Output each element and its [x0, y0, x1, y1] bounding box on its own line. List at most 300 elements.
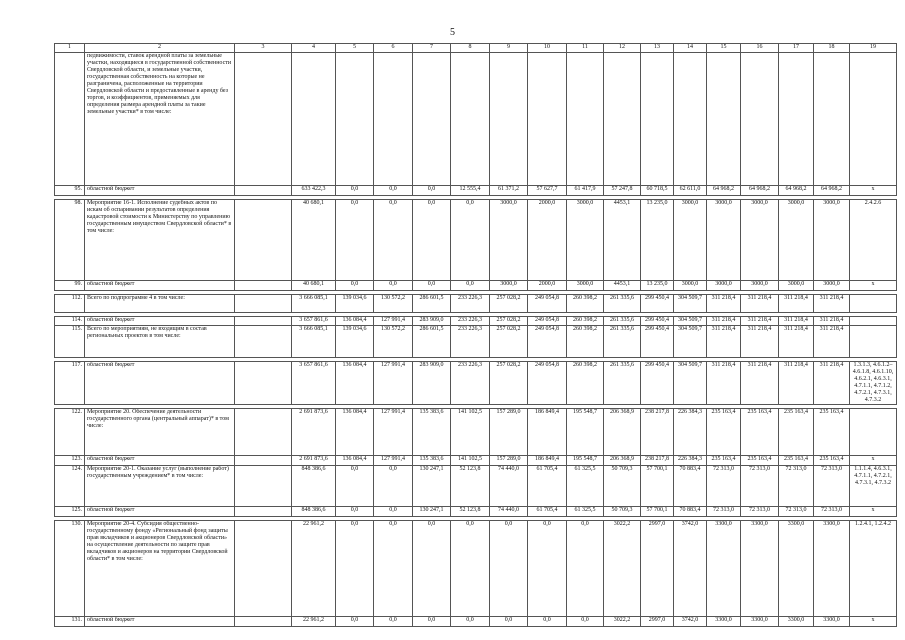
row-value	[235, 295, 292, 313]
row-value: 311 218,4	[814, 326, 850, 358]
row-value: 0,0	[374, 281, 413, 291]
row-description: областной бюджет	[85, 456, 235, 466]
row-value: 235 163,4	[707, 456, 741, 466]
row-value: 311 218,4	[707, 295, 741, 313]
row-value: 3000,0	[490, 200, 528, 281]
row-value: 283 909,0	[413, 317, 451, 326]
row-target-codes: 1.3.1.3, 4.6.1.2–4.6.1.8, 4.6.1.10, 4.6.2.1, 4.6.3.1, 4.7.1.1, 4.7.1.2, 4.7.2.1, 4.7.3.1, 4.7.3.2	[850, 362, 897, 405]
table-row	[55, 317, 897, 326]
row-value: 0,0	[374, 200, 413, 281]
row-description: Мероприятие 16-1. Исполнение судебных актов по искам об оспаривании результатов определения кадастровой стоимости к Министерству по управлению государственным имуществом Свердловской области* в том числе:	[85, 200, 235, 281]
row-value	[235, 53, 292, 186]
row-target-codes: 1.1.1.4, 4.6.3.1, 4.7.1.1, 4.7.2.1, 4.7.3.1, 4.7.3.2	[850, 466, 897, 507]
row-value: 62 611,0	[674, 186, 707, 196]
row-value: 238 217,8	[641, 409, 674, 456]
row-value: 235 163,4	[741, 456, 779, 466]
row-description: Мероприятие 20-4. Субсидия общественно-государственному фонду «Региональный фонд защиты прав вкладчиков и акционеров Свердловской области» на осуществление деятельности по защите прав вкладчиков и акционеров на территории Свердловской области* в том числе:	[85, 521, 235, 617]
row-value	[235, 200, 292, 281]
row-value: 0,0	[451, 617, 490, 627]
row-value	[707, 53, 741, 186]
row-value: 249 054,8	[528, 362, 567, 405]
row-value: 3 657 861,6	[292, 362, 336, 405]
row-value: 3300,0	[741, 617, 779, 627]
row-value: 311 218,4	[814, 317, 850, 326]
row-value: 22 961,2	[292, 521, 336, 617]
row-target-codes: х	[850, 186, 897, 196]
row-value: 0,0	[451, 521, 490, 617]
row-number: 99.	[55, 281, 85, 291]
row-value: 70 883,4	[674, 507, 707, 517]
row-value: 249 054,8	[528, 295, 567, 313]
row-value: 72 313,0	[779, 466, 814, 507]
row-value: 260 398,2	[567, 362, 604, 405]
row-description: Мероприятие 20. Обеспечение деятельности государственного органа (центральный аппарат)* в том числе:	[85, 409, 235, 456]
row-value: 235 163,4	[741, 409, 779, 456]
row-value	[336, 53, 374, 186]
row-value: 311 218,4	[779, 362, 814, 405]
header-cell: 5	[336, 44, 374, 53]
row-target-codes	[850, 317, 897, 326]
row-value: 0,0	[374, 507, 413, 517]
row-value: 311 218,4	[779, 317, 814, 326]
row-value: 0,0	[528, 617, 567, 627]
table-row	[55, 53, 897, 186]
row-description: педвижимости, ставок арендной платы за земельные участки, находящиеся в государственной собственности Свердловской области, и земельные участки, государственная собственность на которые не разграничена, расположенные на территории Свердловской области и предоставленные в аренду без торгов, и коэффициентов, применяемых для определения размера арендной платы за такие земельные участки* в том числе:	[85, 53, 235, 186]
row-value: 226 384,3	[674, 409, 707, 456]
row-value: 136 084,4	[336, 409, 374, 456]
row-value: 12 555,4	[451, 186, 490, 196]
row-target-codes	[850, 53, 897, 186]
row-value: 195 548,7	[567, 409, 604, 456]
row-value: 3022,2	[604, 617, 641, 627]
row-value: 136 084,4	[336, 362, 374, 405]
row-value: 235 163,4	[779, 456, 814, 466]
row-value	[292, 53, 336, 186]
row-value: 311 218,4	[779, 326, 814, 358]
row-value: 0,0	[374, 521, 413, 617]
row-number: 117.	[55, 362, 85, 405]
row-value: 64 968,2	[814, 186, 850, 196]
row-value: 233 226,3	[451, 362, 490, 405]
row-value	[235, 186, 292, 196]
row-value	[641, 53, 674, 186]
row-value: 3000,0	[567, 200, 604, 281]
row-value: 3 666 085,1	[292, 295, 336, 313]
header-cell: 7	[413, 44, 451, 53]
row-description: Всего по мероприятиям, не входящим в состав региональных проектов в том числе:	[85, 326, 235, 358]
header-cell: 3	[235, 44, 292, 53]
row-value: 3000,0	[674, 281, 707, 291]
row-value: 0,0	[336, 521, 374, 617]
row-value: 139 034,6	[336, 295, 374, 313]
row-value: 0,0	[336, 200, 374, 281]
row-value: 13 235,0	[641, 200, 674, 281]
row-target-codes: х	[850, 507, 897, 517]
row-value	[490, 53, 528, 186]
row-value: 260 398,2	[567, 295, 604, 313]
row-value: 64 968,2	[707, 186, 741, 196]
row-value: 57 627,7	[528, 186, 567, 196]
row-value: 0,0	[451, 281, 490, 291]
row-value: 157 289,0	[490, 409, 528, 456]
row-value: 40 680,1	[292, 200, 336, 281]
row-value: 127 991,4	[374, 362, 413, 405]
row-value	[604, 53, 641, 186]
row-number: 125.	[55, 507, 85, 517]
row-value: 283 909,0	[413, 362, 451, 405]
row-value: 311 218,4	[814, 362, 850, 405]
row-value: 130 572,2	[374, 326, 413, 358]
header-cell: 9	[490, 44, 528, 53]
header-cell: 18	[814, 44, 850, 53]
row-value: 311 218,4	[707, 326, 741, 358]
row-value: 2000,0	[528, 200, 567, 281]
row-value: 130 572,2	[374, 295, 413, 313]
row-number: 130.	[55, 521, 85, 617]
row-value: 50 709,3	[604, 466, 641, 507]
row-value: 61 705,4	[528, 466, 567, 507]
row-value	[235, 409, 292, 456]
page-number: 5	[450, 27, 455, 38]
row-value: 0,0	[413, 281, 451, 291]
header-cell: 13	[641, 44, 674, 53]
row-value: 261 335,6	[604, 295, 641, 313]
row-value	[235, 521, 292, 617]
row-value: 0,0	[413, 200, 451, 281]
table-row	[55, 362, 897, 405]
row-value: 0,0	[336, 281, 374, 291]
row-value	[674, 53, 707, 186]
row-value: 286 601,5	[413, 326, 451, 358]
header-cell: 12	[604, 44, 641, 53]
row-value: 304 509,7	[674, 317, 707, 326]
row-description: областной бюджет	[85, 362, 235, 405]
row-value: 304 509,7	[674, 362, 707, 405]
row-value: 135 383,6	[413, 409, 451, 456]
row-value: 0,0	[374, 466, 413, 507]
row-value: 311 218,4	[741, 317, 779, 326]
header-cell: 16	[741, 44, 779, 53]
header-cell: 11	[567, 44, 604, 53]
row-number: 95.	[55, 186, 85, 196]
row-value	[413, 53, 451, 186]
row-value: 3000,0	[567, 281, 604, 291]
table-row	[55, 200, 897, 281]
row-description: областной бюджет	[85, 281, 235, 291]
row-description: Мероприятие 20-1. Оказание услуг (выполнение работ) государственным учреждением* в том числе:	[85, 466, 235, 507]
row-value: 0,0	[567, 521, 604, 617]
row-value: 304 509,7	[674, 326, 707, 358]
row-value: 130 247,1	[413, 507, 451, 517]
row-value: 0,0	[374, 617, 413, 627]
row-value: 3000,0	[490, 281, 528, 291]
row-value: 50 709,3	[604, 507, 641, 517]
row-value: 61 705,4	[528, 507, 567, 517]
row-value: 257 028,2	[490, 326, 528, 358]
row-value: 3742,0	[674, 521, 707, 617]
row-value: 136 084,4	[336, 456, 374, 466]
row-target-codes: х	[850, 456, 897, 466]
header-cell: 4	[292, 44, 336, 53]
row-value: 235 163,4	[779, 409, 814, 456]
row-value: 61 417,9	[567, 186, 604, 196]
header-row	[55, 44, 897, 53]
row-value: 2997,0	[641, 521, 674, 617]
row-value	[235, 617, 292, 627]
row-target-codes	[850, 326, 897, 358]
header-cell: 10	[528, 44, 567, 53]
row-value: 57 700,1	[641, 507, 674, 517]
row-value: 206 368,9	[604, 456, 641, 466]
row-value	[235, 466, 292, 507]
row-value: 235 163,4	[814, 456, 850, 466]
budget-table	[54, 43, 897, 627]
row-value: 0,0	[336, 466, 374, 507]
row-value	[741, 53, 779, 186]
row-value	[374, 53, 413, 186]
table-row	[55, 466, 897, 507]
row-value: 233 226,3	[451, 317, 490, 326]
row-value: 64 968,2	[779, 186, 814, 196]
header-cell: 8	[451, 44, 490, 53]
row-value: 233 226,3	[451, 295, 490, 313]
row-value: 206 368,9	[604, 409, 641, 456]
row-value: 0,0	[490, 521, 528, 617]
row-value: 157 289,0	[490, 456, 528, 466]
row-value: 3 666 085,1	[292, 326, 336, 358]
row-value	[567, 53, 604, 186]
row-number: 122.	[55, 409, 85, 456]
row-value	[235, 507, 292, 517]
row-value: 311 218,4	[779, 295, 814, 313]
row-value: 261 335,6	[604, 317, 641, 326]
row-value: 127 991,4	[374, 317, 413, 326]
row-value: 0,0	[567, 617, 604, 627]
row-value: 0,0	[528, 521, 567, 617]
row-value: 141 102,5	[451, 409, 490, 456]
table-body	[55, 44, 897, 627]
row-value: 3300,0	[741, 521, 779, 617]
row-value: 3000,0	[741, 200, 779, 281]
row-target-codes: 1.2.4.1, 1.2.4.2	[850, 521, 897, 617]
row-value: 3742,0	[674, 617, 707, 627]
row-value: 3300,0	[707, 617, 741, 627]
row-value: 0,0	[413, 617, 451, 627]
header-cell: 2	[85, 44, 235, 53]
row-value: 848 386,6	[292, 466, 336, 507]
row-target-codes	[850, 295, 897, 313]
row-description: областной бюджет	[85, 617, 235, 627]
row-value: 0,0	[451, 200, 490, 281]
table-row	[55, 521, 897, 617]
row-value: 2000,0	[528, 281, 567, 291]
header-cell: 15	[707, 44, 741, 53]
row-value: 74 440,0	[490, 466, 528, 507]
row-value: 72 313,0	[741, 466, 779, 507]
row-value: 136 084,4	[336, 317, 374, 326]
row-value: 299 450,4	[641, 295, 674, 313]
row-value: 249 054,8	[528, 326, 567, 358]
row-value: 64 968,2	[741, 186, 779, 196]
row-value: 299 450,4	[641, 326, 674, 358]
row-value: 72 313,0	[707, 466, 741, 507]
row-target-codes	[850, 409, 897, 456]
row-value: 0,0	[336, 507, 374, 517]
table-row	[55, 456, 897, 466]
row-value: 848 386,6	[292, 507, 336, 517]
row-value: 186 849,4	[528, 409, 567, 456]
table-row	[55, 409, 897, 456]
table-row	[55, 507, 897, 517]
row-value: 57 247,8	[604, 186, 641, 196]
row-value: 127 991,4	[374, 456, 413, 466]
row-value: 238 217,8	[641, 456, 674, 466]
row-value: 4453,1	[604, 281, 641, 291]
row-value: 61 371,2	[490, 186, 528, 196]
row-value: 311 218,4	[741, 362, 779, 405]
row-value: 0,0	[374, 186, 413, 196]
row-value: 3022,2	[604, 521, 641, 617]
row-value	[235, 281, 292, 291]
row-value	[235, 456, 292, 466]
row-value: 72 313,0	[814, 507, 850, 517]
row-value: 70 883,4	[674, 466, 707, 507]
row-value: 13 235,0	[641, 281, 674, 291]
row-value: 260 398,2	[567, 317, 604, 326]
row-value	[235, 317, 292, 326]
row-value: 186 849,4	[528, 456, 567, 466]
row-value: 52 123,8	[451, 466, 490, 507]
row-value: 3000,0	[674, 200, 707, 281]
table-row	[55, 186, 897, 196]
row-value: 304 509,7	[674, 295, 707, 313]
row-value	[235, 326, 292, 358]
row-number: 115.	[55, 326, 85, 358]
row-number: 114.	[55, 317, 85, 326]
row-value: 257 028,2	[490, 362, 528, 405]
row-value: 74 440,0	[490, 507, 528, 517]
row-value: 127 991,4	[374, 409, 413, 456]
row-value: 3300,0	[779, 617, 814, 627]
row-value	[528, 53, 567, 186]
row-value: 61 325,5	[567, 507, 604, 517]
row-number: 98.	[55, 200, 85, 281]
row-value: 261 335,6	[604, 362, 641, 405]
row-value: 0,0	[336, 617, 374, 627]
row-value: 311 218,4	[741, 295, 779, 313]
row-value	[779, 53, 814, 186]
row-value	[235, 362, 292, 405]
row-value: 235 163,4	[707, 409, 741, 456]
row-value: 3300,0	[814, 521, 850, 617]
row-value: 0,0	[336, 186, 374, 196]
header-cell: 14	[674, 44, 707, 53]
row-value: 2 691 873,6	[292, 409, 336, 456]
row-value: 0,0	[490, 617, 528, 627]
row-value: 2 691 873,6	[292, 456, 336, 466]
row-number	[55, 53, 85, 186]
row-value	[814, 53, 850, 186]
row-value: 286 601,5	[413, 295, 451, 313]
row-description: областной бюджет	[85, 186, 235, 196]
row-value: 40 680,1	[292, 281, 336, 291]
row-value: 3000,0	[707, 281, 741, 291]
row-number: 112.	[55, 295, 85, 313]
row-target-codes: х	[850, 281, 897, 291]
row-value: 22 961,2	[292, 617, 336, 627]
row-value: 61 325,5	[567, 466, 604, 507]
row-value: 257 028,2	[490, 317, 528, 326]
row-value: 299 450,4	[641, 362, 674, 405]
row-description: областной бюджет	[85, 507, 235, 517]
row-value: 0,0	[413, 521, 451, 617]
row-value: 249 054,8	[528, 317, 567, 326]
row-value: 257 028,2	[490, 295, 528, 313]
row-target-codes: х	[850, 617, 897, 627]
row-description: областной бюджет	[85, 317, 235, 326]
row-value: 72 313,0	[741, 507, 779, 517]
row-value: 233 226,3	[451, 326, 490, 358]
header-cell: 19	[850, 44, 897, 53]
row-value: 60 718,5	[641, 186, 674, 196]
row-value: 0,0	[413, 186, 451, 196]
row-value: 235 163,4	[814, 409, 850, 456]
row-value: 3000,0	[707, 200, 741, 281]
header-cell: 1	[55, 44, 85, 53]
row-value: 3300,0	[779, 521, 814, 617]
row-value: 299 450,4	[641, 317, 674, 326]
row-value: 3300,0	[814, 617, 850, 627]
row-value: 135 383,6	[413, 456, 451, 466]
row-value: 72 313,0	[779, 507, 814, 517]
row-value: 3000,0	[779, 281, 814, 291]
row-number: 124.	[55, 466, 85, 507]
header-cell: 6	[374, 44, 413, 53]
header-cell: 17	[779, 44, 814, 53]
row-value: 260 398,2	[567, 326, 604, 358]
table-row	[55, 281, 897, 291]
table-row	[55, 295, 897, 313]
row-number: 131.	[55, 617, 85, 627]
row-value: 3000,0	[779, 200, 814, 281]
row-value: 2997,0	[641, 617, 674, 627]
row-value: 130 247,1	[413, 466, 451, 507]
row-value: 226 384,3	[674, 456, 707, 466]
row-value: 52 123,8	[451, 507, 490, 517]
row-value	[451, 53, 490, 186]
row-value: 3000,0	[814, 200, 850, 281]
table-row	[55, 617, 897, 627]
row-value: 57 700,1	[641, 466, 674, 507]
row-value: 3300,0	[707, 521, 741, 617]
row-value: 4453,1	[604, 200, 641, 281]
row-number: 123.	[55, 456, 85, 466]
row-value: 139 034,6	[336, 326, 374, 358]
row-value: 3000,0	[814, 281, 850, 291]
row-value: 3 657 861,6	[292, 317, 336, 326]
row-value: 72 313,0	[707, 507, 741, 517]
row-value: 311 218,4	[741, 326, 779, 358]
row-value: 3000,0	[741, 281, 779, 291]
row-value: 195 548,7	[567, 456, 604, 466]
row-value: 72 313,0	[814, 466, 850, 507]
row-value: 633 422,3	[292, 186, 336, 196]
row-target-codes: 2.4.2.6	[850, 200, 897, 281]
row-value: 141 102,5	[451, 456, 490, 466]
row-description: Всего по подпрограмме 4 в том числе:	[85, 295, 235, 313]
row-value: 311 218,4	[707, 317, 741, 326]
row-value: 311 218,4	[814, 295, 850, 313]
